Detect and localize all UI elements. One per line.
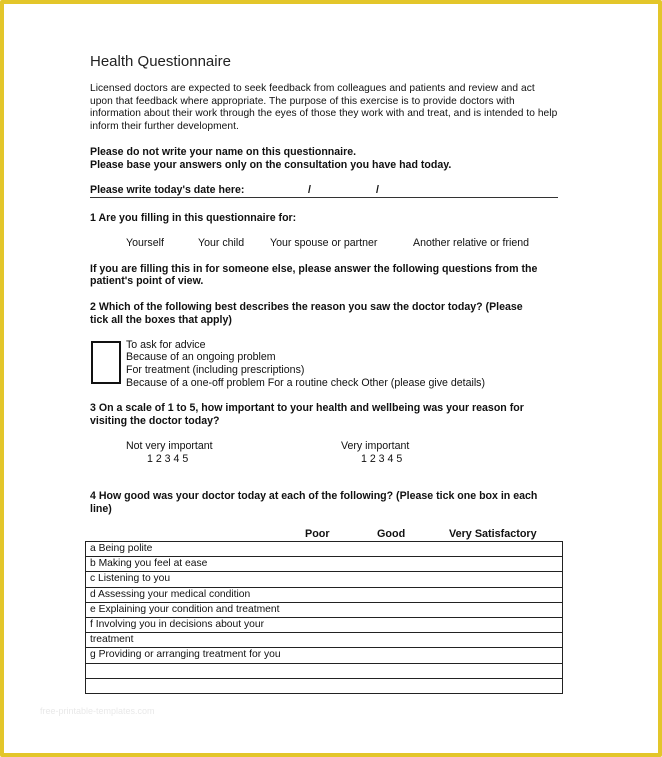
q1-option-spouse[interactable]: Your spouse or partner [270,237,378,249]
table-row[interactable] [86,602,563,617]
someone-else-note-line-2: patient's point of view. [90,275,204,287]
table-row[interactable] [86,663,563,678]
intro-paragraph: Licensed doctors are expected to seek feedback from colleagues and patients and review and act upon that feedback where appropriate. The purpose of this exercise is to provide doctors with information about their work through the eyes of those they work with and treat, and is intended to help inform their further development. [90,83,558,132]
table-row[interactable] [86,557,563,572]
q4-row-g: g Providing or arranging treatment for you [86,648,563,663]
q3-low-label: Not very important [126,440,213,452]
q4-row-e: e Explaining your condition and treatment [86,602,563,617]
table-row[interactable] [86,678,563,693]
q2-option-advice[interactable]: To ask for advice [126,339,206,351]
q2-option-treatment[interactable]: For treatment (including prescriptions) [126,364,305,376]
q2-tick-box[interactable] [91,341,121,384]
q2-text-line-1: 2 Which of the following best describes the reason you saw the doctor today? (Please [90,301,523,313]
q4-row-a: a Being polite [86,542,563,557]
table-row[interactable] [86,587,563,602]
q4-row-f-continued: treatment [86,633,563,648]
q1-text: 1 Are you filling in this questionnaire for: [90,212,297,224]
q1-option-relative[interactable]: Another relative or friend [413,237,530,249]
q2-text-line-2: tick all the boxes that apply) [90,314,232,326]
notice-line-1: Please do not write your name on this questionnaire. [90,146,357,158]
page-title: Health Questionnaire [90,53,231,70]
someone-else-note-line-1: If you are filling this in for someone else, please answer the following questions from the [90,263,538,275]
date-separator-1: / [308,184,311,196]
q4-row-d: d Assessing your medical condition [86,587,563,602]
table-row[interactable] [86,648,563,663]
table-row[interactable] [86,542,563,557]
q1-option-your-child[interactable]: Your child [198,237,245,249]
date-label: Please write today's date here: [90,184,245,196]
q4-column-good: Good [377,528,406,540]
q4-row-c: c Listening to you [86,572,563,587]
notice-line-2: Please base your answers only on the consultation you have had today. [90,159,452,171]
table-row[interactable] [86,617,563,632]
q4-column-poor: Poor [305,528,330,540]
q2-option-ongoing[interactable]: Because of an ongoing problem [126,351,276,363]
table-row[interactable] [86,572,563,587]
q4-text-line-2: line) [90,503,112,515]
q4-column-very-satisfactory: Very Satisfactory [449,528,537,540]
q4-rating-table [85,541,563,694]
q3-text-line-2: visiting the doctor today? [90,415,220,427]
q3-scale-high[interactable]: 1 2 3 4 5 [361,453,403,465]
q4-row-f: f Involving you in decisions about your [86,617,563,632]
q4-row-blank-1 [86,663,563,678]
q4-text-line-1: 4 How good was your doctor today at each of the following? (Please tick one box in each [90,490,538,502]
q3-scale-low[interactable]: 1 2 3 4 5 [147,453,189,465]
watermark: free-printable-templates.com [40,706,155,716]
date-input-line[interactable] [90,197,558,198]
q4-row-blank-2 [86,678,563,693]
q1-option-yourself[interactable]: Yourself [126,237,164,249]
table-row[interactable] [86,633,563,648]
q4-row-b: b Making you feel at ease [86,557,563,572]
q3-text-line-1: 3 On a scale of 1 to 5, how important to your health and wellbeing was your reason for [90,402,524,414]
date-separator-2: / [376,184,379,196]
q2-option-one-off[interactable]: Because of a one-off problem For a routine check Other (please give details) [126,377,486,389]
q3-high-label: Very important [341,440,410,452]
